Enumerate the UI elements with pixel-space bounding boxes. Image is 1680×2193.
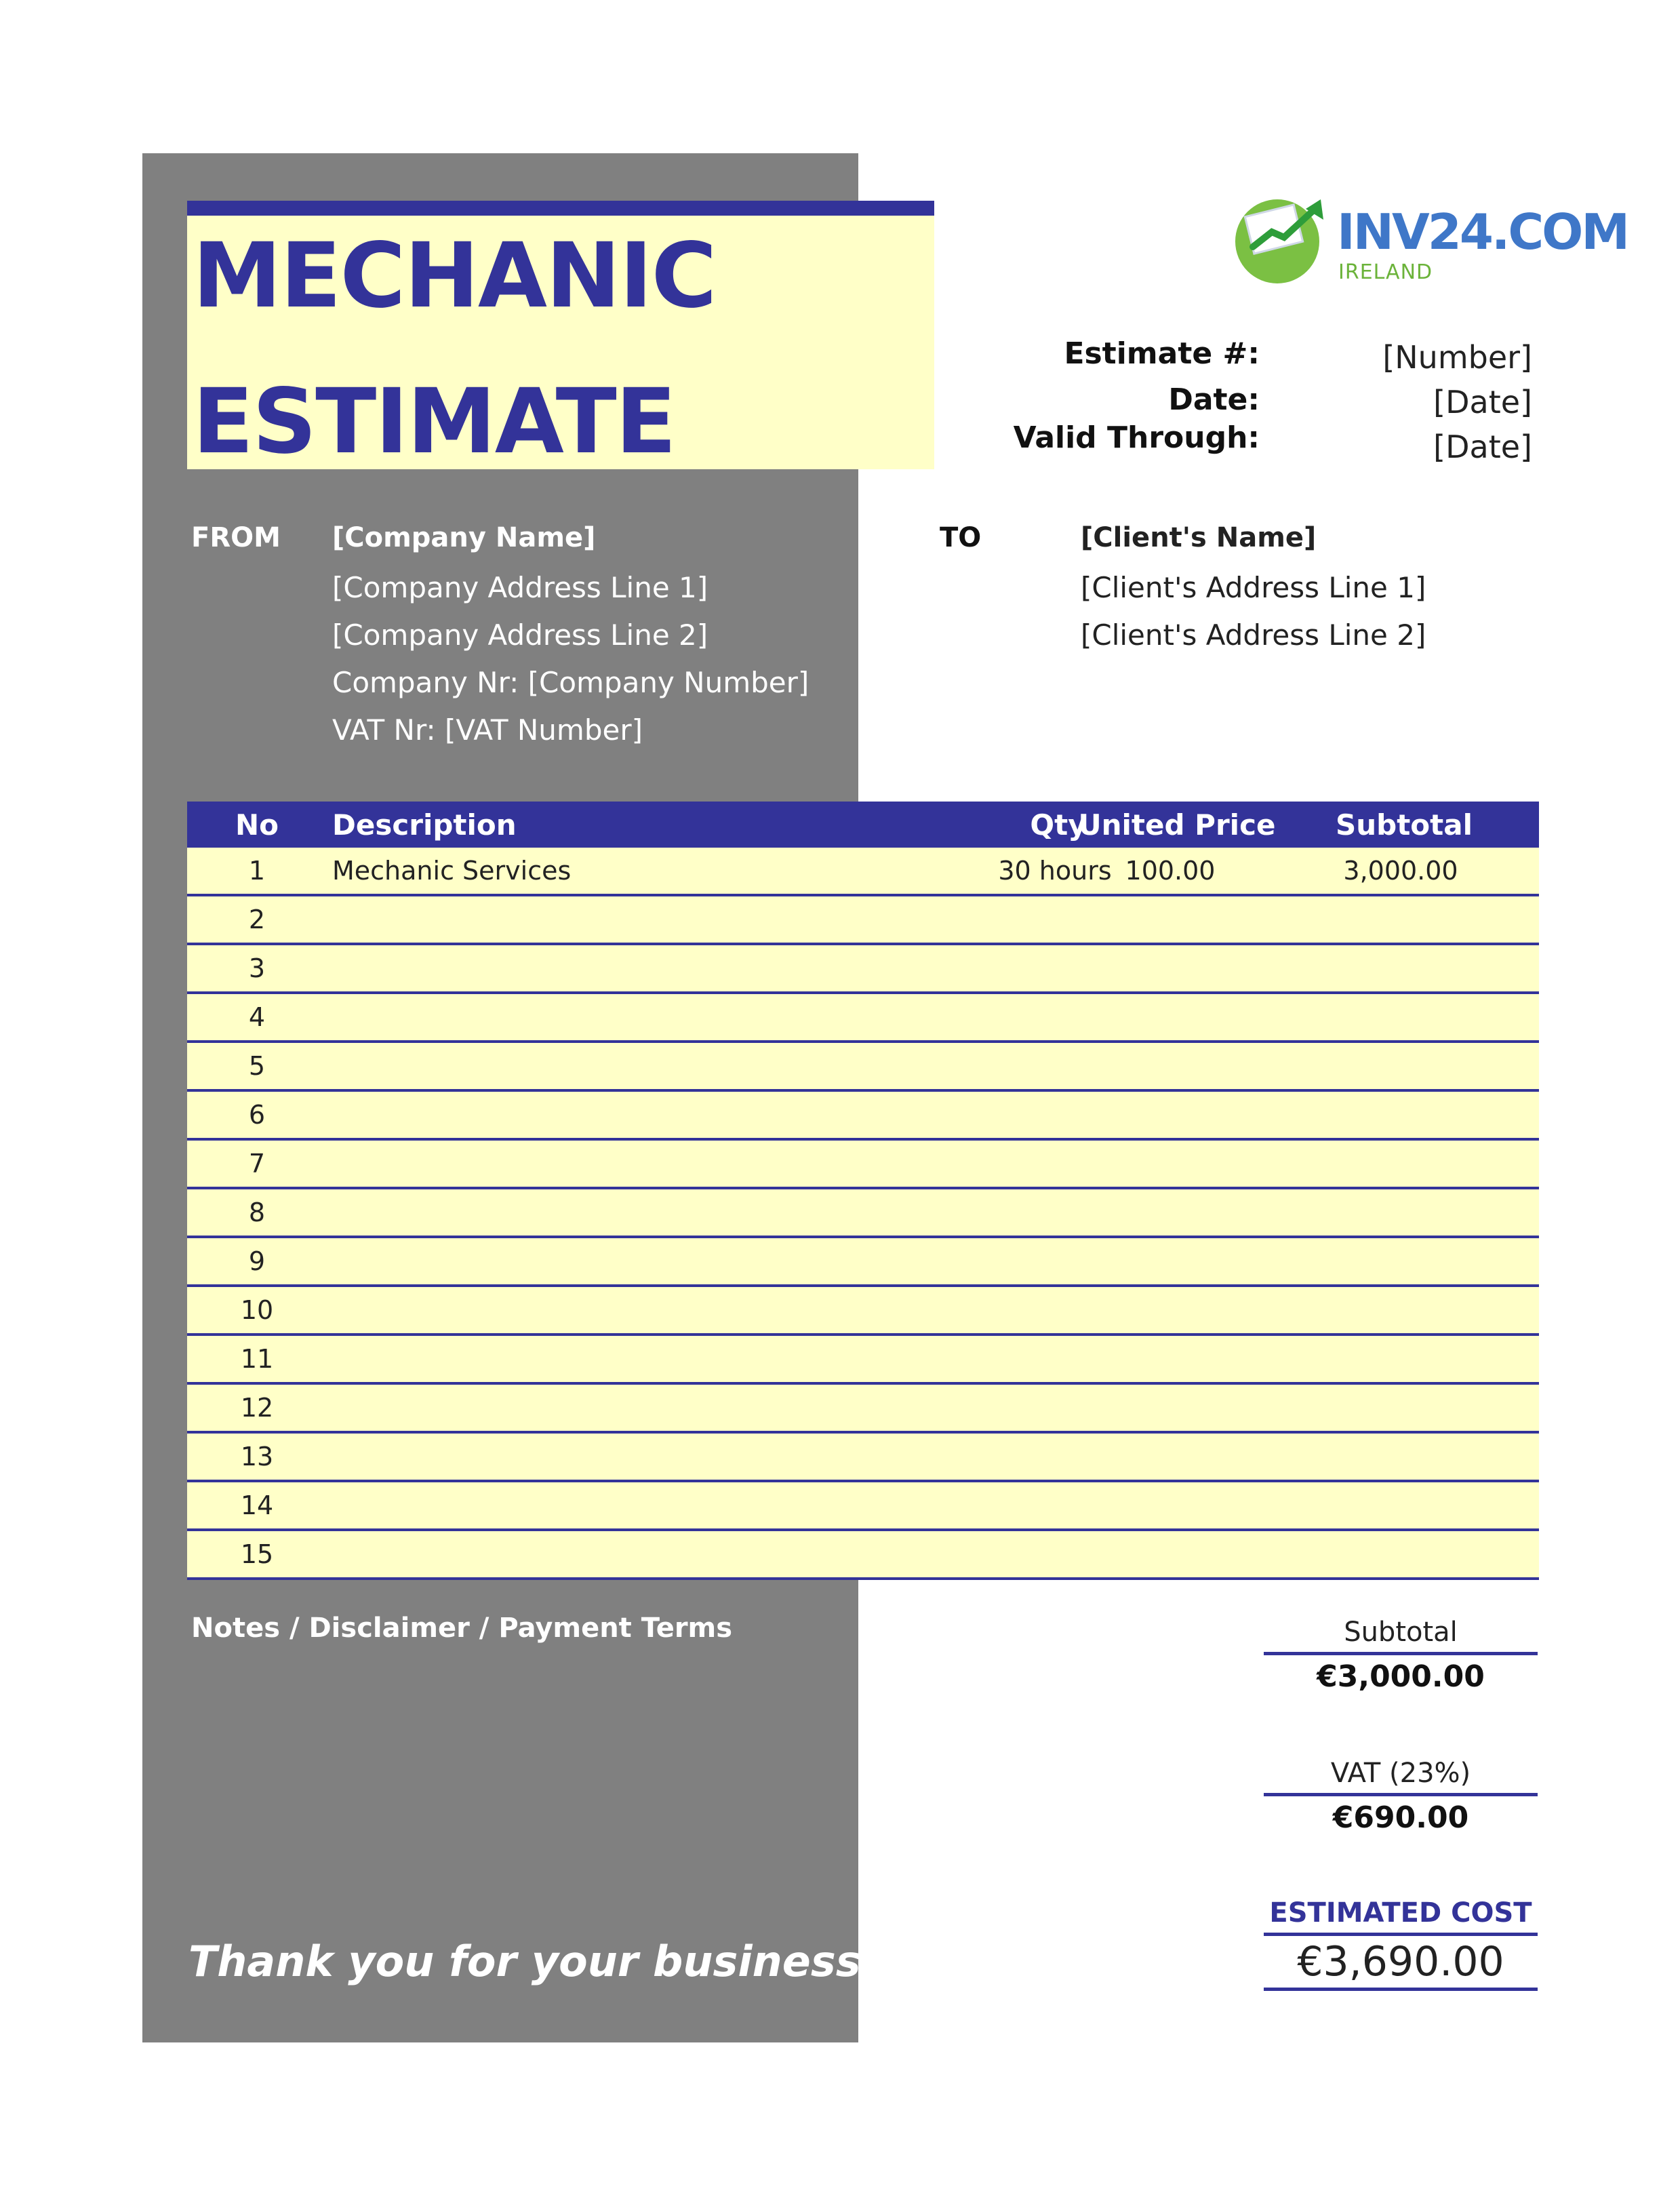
row-no: 5: [248, 1051, 266, 1081]
row-subtotal[interactable]: [1299, 1434, 1502, 1480]
table-row: [187, 1531, 1539, 1580]
row-description[interactable]: [332, 1287, 942, 1333]
row-subtotal[interactable]: [1299, 994, 1502, 1040]
row-unit-price[interactable]: [1068, 1238, 1272, 1284]
row-unit-price[interactable]: [1068, 994, 1272, 1040]
row-unit-price[interactable]: 100.00: [1125, 856, 1216, 886]
table-row: [187, 1434, 1539, 1482]
row-unit-price[interactable]: [1068, 1092, 1272, 1138]
valid-through-value[interactable]: [Date]: [1433, 429, 1532, 465]
vat-number[interactable]: VAT Nr: [VAT Number]: [332, 713, 643, 747]
estimated-cost-label: ESTIMATED COST: [1264, 1893, 1538, 1936]
row-no: 2: [248, 905, 266, 934]
row-description[interactable]: [332, 1043, 942, 1089]
table-row: [187, 896, 1539, 945]
row-unit-price[interactable]: [1068, 1385, 1272, 1431]
row-unit-price[interactable]: [1068, 1434, 1272, 1480]
chart-arrow-icon: [1231, 193, 1333, 288]
row-qty[interactable]: 30 hours: [998, 856, 1112, 886]
title-line-2: ESTIMATE: [193, 370, 675, 474]
row-no: 6: [248, 1100, 266, 1130]
client-address-2[interactable]: [Client's Address Line 2]: [1081, 618, 1426, 652]
subtotal-block: [1264, 1613, 1538, 1699]
row-description[interactable]: [332, 1141, 942, 1187]
date-label: Date:: [1168, 382, 1260, 417]
valid-through-label: Valid Through:: [1013, 420, 1260, 455]
row-unit-price[interactable]: [1068, 1336, 1272, 1382]
row-subtotal[interactable]: [1299, 1238, 1502, 1284]
row-unit-price[interactable]: [1068, 896, 1272, 943]
notes-heading: Notes / Disclaimer / Payment Terms: [191, 1613, 733, 1644]
title-line-1: MECHANIC: [193, 224, 716, 328]
logo-name: INV24.COM: [1337, 203, 1628, 260]
row-no: 14: [240, 1490, 274, 1520]
row-description[interactable]: [332, 1238, 942, 1284]
header-no: No: [235, 808, 279, 842]
row-subtotal[interactable]: [1299, 1189, 1502, 1236]
vat-label: VAT (23%): [1264, 1754, 1538, 1796]
row-unit-price[interactable]: [1068, 945, 1272, 991]
row-description[interactable]: [332, 896, 942, 943]
row-no: 13: [240, 1442, 274, 1471]
row-description[interactable]: [332, 945, 942, 991]
row-no: 1: [248, 856, 266, 886]
row-description[interactable]: [332, 1189, 942, 1236]
row-unit-price[interactable]: [1068, 1043, 1272, 1089]
row-no: 11: [240, 1344, 274, 1374]
row-subtotal[interactable]: 3,000.00: [1343, 856, 1458, 886]
row-description[interactable]: [332, 1385, 942, 1431]
row-unit-price[interactable]: [1068, 1141, 1272, 1187]
from-label: FROM: [191, 522, 281, 553]
row-description[interactable]: [332, 1434, 942, 1480]
row-no: 12: [240, 1393, 274, 1423]
company-name[interactable]: [Company Name]: [332, 522, 596, 553]
row-description[interactable]: [332, 1531, 942, 1577]
table-row: [187, 1482, 1539, 1531]
table-row: [187, 945, 1539, 994]
header-description: Description: [332, 808, 517, 842]
row-description[interactable]: [332, 1092, 942, 1138]
estimate-number-value[interactable]: [Number]: [1382, 339, 1532, 376]
thank-you-message: Thank you for your business!: [188, 1937, 880, 1986]
row-no: 10: [240, 1295, 274, 1325]
row-no: 15: [240, 1539, 274, 1569]
client-address-1[interactable]: [Client's Address Line 1]: [1081, 571, 1426, 604]
vat-block: [1264, 1754, 1538, 1840]
header-qty: Qty: [1030, 808, 1087, 842]
row-unit-price[interactable]: [1068, 1287, 1272, 1333]
table-row: [187, 1336, 1539, 1385]
header-unit-price: United Price: [1078, 808, 1276, 842]
header-subtotal: Subtotal: [1336, 808, 1473, 842]
client-name[interactable]: [Client's Name]: [1081, 522, 1317, 553]
row-subtotal[interactable]: [1299, 945, 1502, 991]
table-row: [187, 848, 1539, 896]
subtotal-label: Subtotal: [1264, 1613, 1538, 1655]
row-no: 7: [248, 1149, 266, 1179]
company-address-1[interactable]: [Company Address Line 1]: [332, 571, 708, 604]
date-value[interactable]: [Date]: [1433, 384, 1532, 420]
table-row: [187, 1238, 1539, 1287]
row-subtotal[interactable]: [1299, 1043, 1502, 1089]
row-unit-price[interactable]: [1068, 1189, 1272, 1236]
row-subtotal[interactable]: [1299, 1482, 1502, 1528]
row-no: 8: [248, 1198, 266, 1227]
subtotal-value: €3,000.00: [1317, 1659, 1485, 1694]
row-no: 3: [248, 953, 266, 983]
estimated-cost-block: [1264, 1893, 1538, 1991]
row-subtotal[interactable]: [1299, 1092, 1502, 1138]
row-subtotal[interactable]: [1299, 1336, 1502, 1382]
table-row: [187, 1141, 1539, 1189]
items-table: [187, 802, 1539, 1580]
company-number[interactable]: Company Nr: [Company Number]: [332, 666, 809, 699]
estimate-number-label: Estimate #:: [1064, 336, 1260, 371]
table-row: [187, 1043, 1539, 1092]
row-description[interactable]: [332, 1336, 942, 1382]
row-subtotal[interactable]: [1299, 1385, 1502, 1431]
row-description[interactable]: [332, 994, 942, 1040]
row-no: 9: [248, 1246, 266, 1276]
table-header: [187, 802, 1539, 848]
row-subtotal[interactable]: [1299, 1141, 1502, 1187]
estimated-cost-value: €3,690.00: [1264, 1936, 1538, 1991]
table-row: [187, 1189, 1539, 1238]
table-row: [187, 1385, 1539, 1434]
vat-value: €690.00: [1332, 1800, 1469, 1835]
to-label: TO: [940, 522, 982, 553]
row-description[interactable]: Mechanic Services: [332, 856, 572, 886]
logo-sub: IRELAND: [1338, 260, 1433, 284]
row-subtotal[interactable]: [1299, 1287, 1502, 1333]
row-unit-price[interactable]: [1068, 1482, 1272, 1528]
company-address-2[interactable]: [Company Address Line 2]: [332, 618, 708, 652]
table-row: [187, 1287, 1539, 1336]
row-description[interactable]: [332, 1482, 942, 1528]
table-row: [187, 994, 1539, 1043]
row-unit-price[interactable]: [1068, 1531, 1272, 1577]
row-no: 4: [248, 1002, 266, 1032]
row-subtotal[interactable]: [1299, 896, 1502, 943]
table-row: [187, 1092, 1539, 1141]
row-subtotal[interactable]: [1299, 1531, 1502, 1577]
